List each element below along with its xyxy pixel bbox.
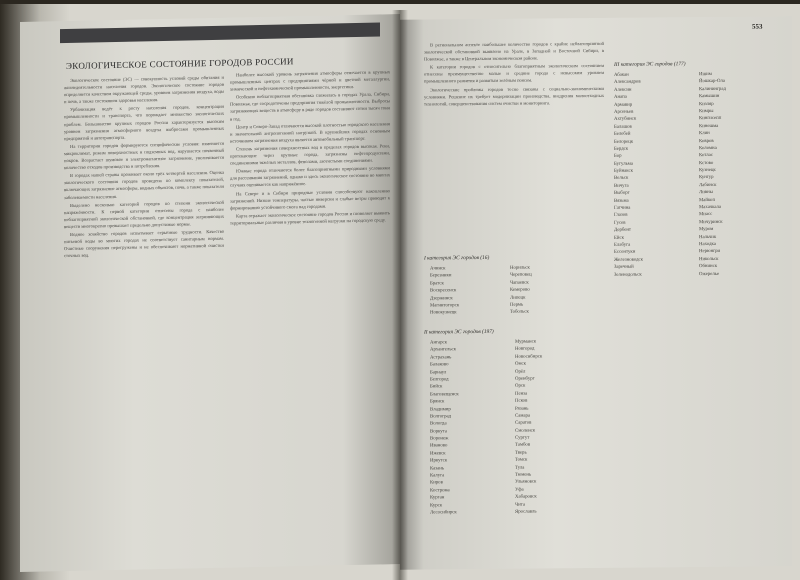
city-item: Саратов [515,420,532,427]
page-number: 553 [752,22,763,31]
category-3-list [614,70,784,278]
city-item: Анапа [614,94,627,101]
city-item: Магнитогорск [430,303,460,309]
city-item: Ливны [699,190,713,196]
paragraph: Водное хозяйство городов испытывает серьёзные трудности. Качество питьевой воды во многих городах не соответствует санитарным нормам. Очистные сооружения перегружены и не обеспечивают нормативной очистки сточных вод. [64,228,224,259]
city-item: Томск [515,457,528,463]
city-item: Вязьма [614,198,629,204]
city-item: Майкоп [699,197,716,203]
city-item: Воронеж [430,436,449,442]
paragraph: Урбанизация ведёт к росту населения городов, концентрации промышленности и транспорта, что порождает множество экологических проблем. Большинство крупных городов России характеризуется высоким уровнем загрязнения атмосферного воздуха выбросами промышленных предприятий и автотранспорта. [64,104,224,141]
paragraph: Экологические проблемы городов тесно связаны с социально-экономическими условиями. Решение их требует модернизации производства, внедрения малоотходных технологий, совершенствования систем очистки и мониторинга. [424,85,604,107]
city-item: Белебей [614,131,631,137]
paragraph: Наиболее высокий уровень загрязнения атмосферы отмечается в крупных промышленных центрах с предприятиями чёрной и цветной металлургии, химической и нефтехимической промышленности, энергетики. [230,69,390,92]
city-item: Ачинск [430,266,446,272]
city-item: Махачкала [699,204,722,211]
city-item: Липецк [510,295,526,301]
city-item: Архангельск [430,347,456,353]
city-item: Бор [614,154,622,160]
city-item: Нальчик [699,234,717,240]
city-item: Камышин [699,94,720,100]
city-item: Кунгур [699,175,714,181]
right-page [400,16,792,569]
left-text-column-2 [230,68,390,227]
city-item: Тамбов [515,443,531,449]
category-1-list [430,264,590,317]
city-item: Ковров [699,138,714,144]
city-item: Ейск [614,235,624,241]
city-item: Пенза [515,391,528,397]
city-item: Ессентуки [614,250,636,256]
city-item: Уфа [515,487,524,493]
city-item: Брянск [430,399,445,405]
city-item: Смоленск [515,428,536,434]
city-item: Ожерелье [699,271,720,277]
paragraph: В городах нашей страны проживает около трёх четвертей населения. Оценка экологического состояния городов проведена по комплексу показателей, включающих загрязнение атмосферы, водных объектов, почв, а также показатели заболеваемости населения. [64,169,224,200]
city-item: Белгород [430,377,449,383]
category-2-list [430,338,600,517]
city-item: Буйнакск [614,168,633,174]
city-item: Арсеньев [614,109,634,115]
city-item: Гатчина [614,205,631,211]
city-item: Вельск [614,176,629,182]
city-item: Оренбург [515,376,535,382]
paragraph: На территории городов формируются специфические условия: изменяется микроклимат, режим поверхностных и подземных вод, нарушается почвенный покров. Возрастает шумовое и электромагнитное загрязнение, увеличивается количество отходов производства и потребления. [64,140,224,171]
city-item: Дзержинск [430,295,453,302]
city-item: Лабинск [699,182,717,188]
city-item: Дербент [614,227,632,234]
paragraph: Степень загрязнения поверхностных вод в пределах городов высокая. Реки, протекающие через крупные города, загрязнены нефтепродуктами, соединениями тяжёлых металлов, фенолами, азотистыми соединениями. [230,143,390,166]
city-item: Чапаевск [510,280,529,286]
city-item: Кемерово [510,287,530,293]
city-item: Новгород [515,346,535,353]
city-item: Железноводск [614,257,644,263]
city-item: Самара [515,413,530,419]
city-item: Алексин [614,87,632,93]
left-text-column-1 [64,74,224,261]
city-item: Обнинск [699,264,718,270]
category-3-heading: III категория ЭС городов (177) [614,61,686,68]
city-item: Рязань [515,406,529,412]
city-item: Коломна [699,145,717,152]
paragraph: К категории городов с относительно благоприятным экологическим состоянием отнесены преимущественно малые и средние города с невысоким уровнем промышленного развития и развитым зелёным поясом. [424,63,604,84]
city-item: Вологда [430,421,447,427]
city-item: Ангарск [430,340,447,346]
city-item: Калининград [699,86,726,92]
city-item: Казань [430,465,445,472]
city-item: Хабаровск [515,494,537,500]
book-gutter [392,10,408,580]
city-item: Иркутск [430,458,448,464]
city-item: Гусев [614,220,626,226]
paragraph: Карта отражает экологическое состояние городов России и позволяет выявить территориальные различия в уровне техногенной нагрузки на городскую среду. [230,210,390,226]
city-item: Выборг [614,190,630,197]
city-item: Тобольск [510,309,529,316]
city-item: Чита [515,502,525,508]
city-item: Орск [515,383,526,390]
city-item: Воскресенск [430,288,457,294]
paragraph: В региональном аспекте наибольшее количество городов с крайне неблагоприятной экологической обстановкой выявлено на Урале, в Западной и Восточной Сибири, в Поволжье, а также в Центральном экономическом районе. [424,40,604,62]
paragraph: Южные города отличаются более благоприятными природными условиями для рассеивания загрязнений, однако и здесь экологическое состояние во многих случаях оценивается как напряжённое. [230,165,390,189]
city-item: Кизляр [699,101,714,107]
city-item: Вичуга [614,183,629,189]
city-item: Ишим [699,71,712,78]
top-edge [0,0,800,4]
city-item: Кинешма [699,123,719,129]
city-item: Кузнецк [699,168,716,174]
city-item: Абакан [614,72,629,78]
city-item: Ульяновск [515,479,537,486]
city-item: Армавир [614,102,633,108]
city-item: Астрахань [430,355,452,361]
city-item: Белорецк [614,139,634,145]
city-item: Барнаул [430,369,447,376]
city-item: Орёл [515,369,526,375]
city-item: Кстово [699,160,714,166]
paragraph: На Севере и в Сибири природные условия способствуют накоплению загрязнений. Низкие температуры, частые инверсии и слабые ветры приводят к формированию устойчивого смога над городами. [230,187,390,211]
city-item: Кимры [699,108,714,115]
city-item: Благовещенск [430,391,459,398]
city-item: Глазов [614,213,628,219]
city-item: Котлас [699,153,713,159]
city-item: Миасс [699,212,713,218]
left-page [20,14,400,572]
city-item: Бугульма [614,161,633,167]
page-title: ЭКОЛОГИЧЕСКОЕ СОСТОЯНИЕ ГОРОДОВ РОССИИ [66,56,294,72]
city-item: Братск [430,281,444,287]
city-item: Кострома [430,488,450,494]
right-text-column [424,40,604,108]
city-item: Клин [699,131,710,137]
category-2-heading: II категория ЭС городов (197) [424,328,494,336]
city-item: Находка [699,241,716,248]
city-item: Воркута [430,428,447,435]
paragraph: Экологическое состояние (ЭС) — совокупность условий среды обитания и жизнедеятельности населения городов. Экологическое состояние городов определяется качеством окружающей среды, уровнем загрязнения воздуха, воды и почв, а также состоянием здоровья населения. [64,74,224,105]
city-item: Елабуга [614,242,631,248]
city-item: Сургут [515,435,530,441]
city-item: Волгоград [430,414,452,420]
city-item: Балаково [430,362,449,368]
city-item: Кингисепп [699,116,722,122]
city-item: Череповец [510,272,532,279]
city-item: Заречный [614,264,634,270]
city-item: Бийск [430,384,443,390]
city-item: Балашов [614,124,632,130]
city-item: Зеленодольск [614,272,642,278]
city-item: Березники [430,273,452,279]
paragraph: Особенно неблагоприятная обстановка сложилась в городах Урала, Сибири, Поволжья, где сосредоточены предприятия тяжёлой промышленности. Выбросы загрязняющих веществ в атмосферу в ряде городов составляют сотни тысяч тонн в год. [230,91,390,122]
city-item: Тула [515,465,525,471]
city-item: Новосибирск [515,354,543,360]
city-item: Тюмень [515,472,532,478]
city-item: Иваново [430,443,448,449]
city-item: Нерюнгри [699,249,721,255]
city-item: Киров [430,480,443,486]
city-item: Пермь [510,302,524,308]
city-item: Псков [515,398,528,404]
city-item: Владимир [430,406,451,412]
city-item: Новокузнецк [430,310,457,316]
city-item: Муром [699,227,714,233]
city-item: Норильск [510,265,530,271]
city-item: Омск [515,361,526,367]
city-item: Ижевск [430,451,446,457]
paragraph: Выделено несколько категорий городов по степени экологической напряжённости. К первой категории отнесены города с наиболее неблагоприятной экологической обстановкой, где концентрация загрязняющих веществ многократно превышает предельно допустимые нормы. [64,199,224,229]
category-1-heading: I категория ЭС городов (16) [424,254,490,262]
city-item: Калуга [430,473,445,479]
city-item: Бердск [614,146,629,152]
city-item: Курск [430,502,443,509]
paragraph: Центр и Северо-Запад отличаются высокой плотностью городского населения и значительной антропогенной нагрузкой. В крупнейших городах основным источником загрязнения воздуха является автомобильный транспорт. [230,120,390,144]
city-item: Никольск [699,256,719,262]
city-item: Ярославль [515,509,537,515]
city-item: Курган [430,495,445,501]
city-item: Александров [614,80,641,86]
city-item: Тверь [515,450,527,456]
title-bar [60,22,380,43]
city-item: Мичуринск [699,219,723,225]
city-item: Мурманск [515,339,537,345]
city-item: Лесосибирск [430,510,457,516]
city-item: Йошкар-Ола [699,79,725,85]
city-item: Ахтубинск [614,116,637,123]
